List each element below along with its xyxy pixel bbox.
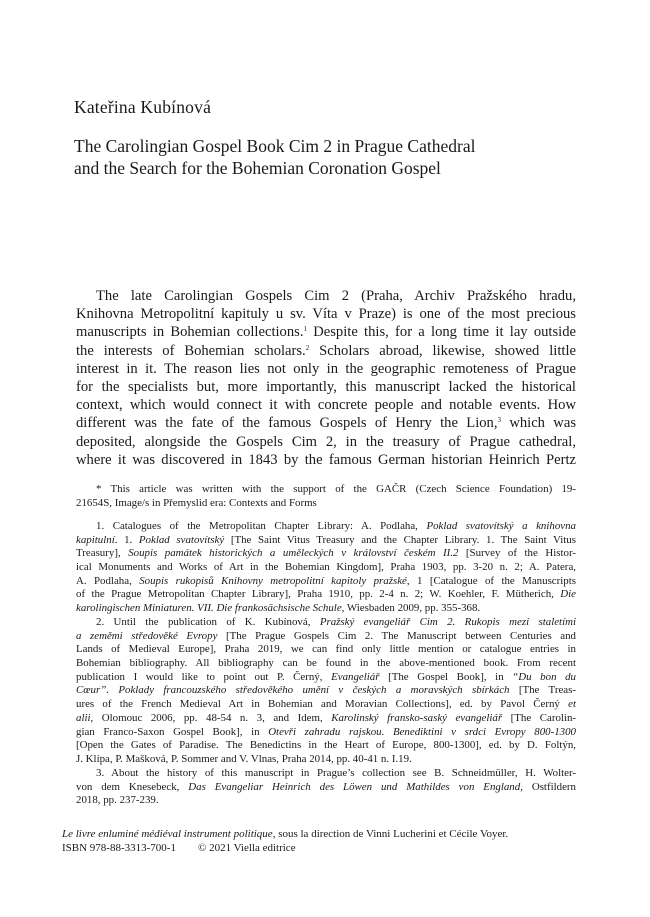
title-line: and the Search for the Bohemian Coronation Gospel [74,158,441,178]
star-footnote [76,483,576,510]
footnote-line: J. Klípa, P. Mašková, P. Sommer and V. Vlnas, Praha 2014, pp. 40-41 n. I.19. [76,752,412,765]
footer-publication [62,828,508,841]
footnote-line: kapitulní. 1. Poklad svatovítský [The Saint Vitus Treasury and the Chapter Library. 1. The Saint Vitus [76,533,576,546]
body-line: the interests of Bohemian scholars.$^2$ Scholars abroad, likewise, showed little [76,342,576,359]
body-line: manuscripts in Bohemian collections.$^1$ Despite this, for a long time it lay outside [76,324,576,341]
footnote-1 [76,520,576,616]
footnote-2 [76,616,576,767]
footnote-line: [Open the Gates of Paradise. The Benedictins in the Heart of Europe, 800-1300], ed. by D. Foltýn, [76,739,576,752]
footnote-line: 3. About the history of this manuscript in Prague’s collection see B. Schneidmüller, H. Wolter- [96,767,576,779]
footnote-line: karolingischen Miniaturen. VII. Die frankosächsische Schule, Wiesbaden 2009, pp. 355-368. [76,602,481,615]
book-title: Le livre enluminé médiéval instrument politique [62,828,273,840]
article-title [74,135,574,179]
book-editors: , sous la direction de Vinni Lucherini et Cécile Voyer. [272,828,509,840]
footnote-ref: 3 [497,416,501,425]
body-line: Knihovna Metropolitní kapituly u sv. Víta v Praze) is one of the most precious [76,306,576,323]
footnote-line: alii, Olomouc 2006, pp. 48-54 n. 3, and Idem, Karolinský fransko-saský evangeliář [The Carolin- [76,711,576,724]
footnote-line: of the Prague Metropolitan Chapter Library], Praha 1910, pp. 2-4 n. 2; W. Koehler, F. Mütherich, Die [76,588,576,601]
footnote-line: * This article was written with the support of the GAČR (Czech Science Foundation) 19- [96,483,576,495]
footnote-3 [76,767,576,808]
footnote-line: von dem Knesebeck, Das Evangeliar Heinrich des Löwen und Mathildes von England, Ostfildern [76,780,576,793]
footnote-line: ical Monuments and Works of Art in the Bohemian Kingdom], Praha 1903, pp. 3-20 n. 2; A. Patera, [76,561,576,574]
footnote-line: A. Podlaha, Soupis rukopisů Knihovny metropolitní kapitoly pražské, 1 [Catalogue of the Manuscripts [76,574,576,587]
body-line: The late Carolingian Gospels Cim 2 (Praha, Archiv Pražského hradu, [96,288,576,304]
title-line: The Carolingian Gospel Book Cim 2 in Prague Cathedral [74,136,476,156]
body-line: different was the fate of the famous Gospels of Henry the Lion,$^3$ which was [76,415,576,432]
author-name: Kateřina Kubínová [74,97,212,117]
copyright: © 2021 Viella editrice [197,842,296,854]
footnote-line: ures of the French Medieval Art in Bohemian and Moravian Collections], ed. by Pavol Černý et [76,698,576,711]
body-paragraph [76,287,576,469]
footnote-line: Treasury], Soupis památek historických a uměleckých v království českém II.2 [Survey of the Histor- [76,547,576,560]
footnote-line: 2. Until the publication of K. Kubínová, Pražský evangeliář Cim 2. Rukopis mezi staletími [96,616,576,628]
footnote-ref: 1 [303,325,307,334]
footnote-line: Bohemian bibliography. All bibliography can be found in the above-mentioned book. From recent [76,657,576,670]
isbn: ISBN 978-88-3313-700-1 [62,842,176,854]
body-line: for the specialists but, more importantly, this manuscript lacked the historical [76,378,576,395]
footnote-line: 1. Catalogues of the Metropolitan Chapter Library: A. Podlaha, Poklad svatovítský a knihovna [96,520,576,532]
body-line: interest in it. The reason lies not only in the geographic remoteness of Prague [76,360,576,377]
footnote-line: Cœur”. Poklady francouzského středověkého umění v českých a moravských sbírkách [The Treas- [76,684,576,697]
body-line: deposited, alongside the Gospels Cim 2, in the treasury of Prague cathedral, [76,433,576,450]
footnote-line: a zeměmi středověké Evropy [The Prague Gospels Cim 2. The Manuscript between Centuries and [76,629,576,642]
footnote-line: gian Franco-Saxon Gospel Book], in Otevři zahradu rajskou. Benediktini v srdci Evropy 800-1300 [76,725,576,738]
footnote-ref: 2 [305,343,310,352]
footnote-line: 21654S, Image/s in Přemyslid era: Contexts and Forms [76,496,317,509]
body-line: where it was discovered in 1843 by the famous German historian Heinrich Pertz [76,451,576,468]
body-line: context, which would connect it with concrete people and notable events. How [76,397,576,414]
footer-isbn-line [62,842,296,855]
footnote-line: 2018, pp. 237-239. [76,794,159,807]
footnote-line: publication I would like to point out P. Černý, Evangeliář [The Gospel Book], in “Du bon du [76,670,576,683]
footnote-line: Lands of Medieval Europe], Praha 2019, we can find only little mention or catalogue entries in [76,643,576,656]
